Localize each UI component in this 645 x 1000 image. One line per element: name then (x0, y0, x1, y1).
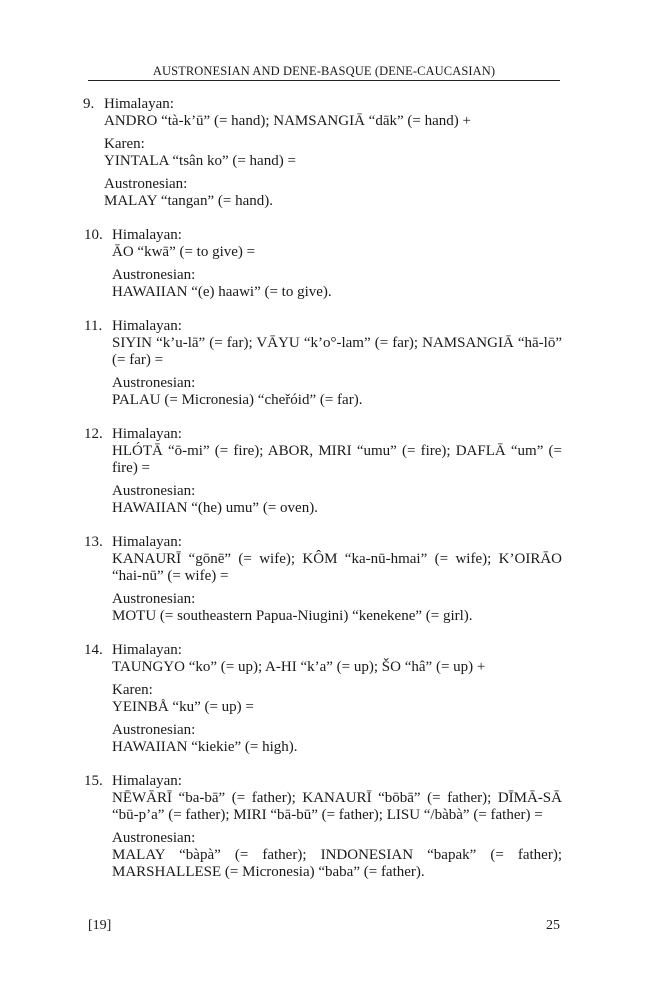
entry-number: 11. (84, 318, 103, 334)
footer-reference: [19] (88, 918, 112, 933)
header-rule (88, 80, 560, 81)
entry-group (104, 176, 562, 210)
entry-number: 15. (84, 773, 103, 789)
group-text: HLÓTĀ “ō-mi” (= fire); ABOR, MIRI “umu” (= fire); DAFLĀ “um” (= fire) = (112, 443, 562, 476)
entry-group (112, 591, 562, 625)
page-number: 25 (546, 918, 560, 933)
entry-14 (0, 642, 645, 756)
group-text: NĒWĀRĪ “ba-bā” (= father); KANAURĪ “bōbā” (= father); DĪMĀ-SĀ “bū-p’a” (= father); MIRI “bā-bū” (= father); LISU “/bàbà” (= father) = (112, 790, 562, 823)
entry-number: 13. (84, 534, 103, 550)
entry-group (112, 642, 562, 676)
entry-15 (0, 773, 645, 881)
group-text: SIYIN “k’u-lā” (= far); VĀYU “k’o°-lam” (= far); NAMSANGIĀ “hā-lō” (= far) = (112, 335, 562, 368)
group-label: Austronesian: (112, 722, 196, 738)
entry-group (104, 96, 562, 130)
entry-group (112, 682, 562, 716)
group-text: TAUNGYO “ko” (= up); A-HI “k’a” (= up); ŠO “hâ” (= up) + (112, 659, 486, 675)
group-text: ANDRO “tà-k’ū” (= hand); NAMSANGIĀ “dāk” (= hand) + (104, 113, 471, 129)
entries-list (0, 96, 645, 898)
group-text: PALAU (= Micronesia) “cheřóid” (= far). (112, 392, 363, 408)
group-label: Austronesian: (112, 267, 196, 283)
entry-13 (0, 534, 645, 625)
group-label: Himalayan: (112, 642, 182, 658)
group-text: HAWAIIAN “(he) umu” (= oven). (112, 500, 318, 516)
group-text: HAWAIIAN “(e) haawi” (= to give). (112, 284, 332, 300)
group-label: Himalayan: (112, 426, 182, 442)
group-label: Austronesian: (112, 483, 196, 499)
entry-group (104, 136, 562, 170)
group-label: Austronesian: (112, 375, 196, 391)
entry-group (112, 426, 562, 477)
entry-group (112, 534, 562, 585)
group-text: YEINBÅ “ku” (= up) = (112, 699, 254, 715)
entry-11 (0, 318, 645, 409)
entry-number: 12. (84, 426, 103, 442)
entry-12 (0, 426, 645, 517)
group-label: Austronesian: (112, 591, 196, 607)
entry-group (112, 318, 562, 369)
group-text: YINTALA “tsân ko” (= hand) = (104, 153, 296, 169)
group-label: Himalayan: (112, 318, 182, 334)
group-label: Karen: (104, 136, 145, 152)
group-text: MALAY “bàpà” (= father); INDONESIAN “bapak” (= father); MARSHALLESE (= Micronesia) “baba” (= father). (112, 847, 562, 880)
entry-group (112, 773, 562, 824)
group-label: Himalayan: (112, 227, 182, 243)
group-label: Karen: (112, 682, 153, 698)
group-text: MOTU (= southeastern Papua-Niugini) “kenekene” (= girl). (112, 608, 473, 624)
group-label: Himalayan: (104, 96, 174, 112)
group-label: Himalayan: (112, 534, 182, 550)
entry-group (112, 375, 562, 409)
group-text: HAWAIIAN “kiekie” (= high). (112, 739, 298, 755)
group-text: ĀO “kwā” (= to give) = (112, 244, 256, 260)
entry-group (112, 227, 562, 261)
group-text: KANAURĪ “gōnē” (= wife); KÔM “ka-nū-hmai” (= wife); K’OIRĀO “hai-nū” (= wife) = (112, 551, 562, 584)
entry-10 (0, 227, 645, 301)
group-label: Austronesian: (112, 830, 196, 846)
group-text: MALAY “tangan” (= hand). (104, 193, 273, 209)
entry-number: 9. (83, 96, 95, 112)
entry-group (112, 483, 562, 517)
entry-number: 14. (84, 642, 103, 658)
running-header: AUSTRONESIAN AND DENE-BASQUE (DENE-CAUCASIAN) (152, 64, 496, 78)
entry-9 (0, 96, 645, 210)
entry-group (112, 267, 562, 301)
group-label: Austronesian: (104, 176, 188, 192)
entry-group (112, 830, 562, 881)
entry-group (112, 722, 562, 756)
group-label: Himalayan: (112, 773, 182, 789)
entry-number: 10. (84, 227, 103, 243)
